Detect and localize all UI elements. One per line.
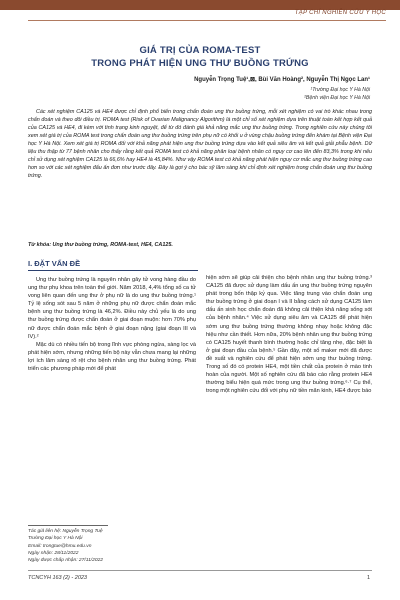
section-heading: I. ĐẶT VẤN ĐỀ (28, 259, 81, 268)
header-divider (28, 20, 386, 21)
page-number: 1 (366, 575, 370, 581)
paragraph: Mặc dù có nhiều tiến bộ trong lĩnh vực phòng ngừa, sàng lọc và phát hiện sớm, nhưng những tiến bộ này vẫn chưa mang lại những lợi ích lâm sàng rõ rệt cho bệnh nhân ung thư buồng trứng. Phát triển các phương pháp mới để phát (28, 341, 196, 373)
author-list: Nguyễn Trọng Tuệ¹,⊠, Bùi Văn Hoàng², Nguyễn Thị Ngọc Lan¹ (194, 77, 370, 83)
affiliation-2: ²Bệnh viện Đại học Y Hà Nội (304, 95, 370, 101)
keywords: Từ khóa: Ung thư buồng trứng, ROMA-test, HE4, CA125. (28, 242, 173, 248)
abstract: Các xét nghiệm CA125 và HE4 được chỉ định phổ biến trong chẩn đoán ung thư buồng trứng, mỗi xét nghiệm có vai trò khác nhau trong chẩn đoán và theo dõi điều trị. ROMA test (Risk of Ovarian Malignancy Algorithm) là một chỉ số xét nghiệm dựa trên thuật toán kết hợp kết quả của CA125 và HE4, đi kèm với tình trạng kinh nguyệt, để từ đó đánh giá khả năng mắc ung thư buồng trứng. Trong nghiên cứu này chúng tôi xem xét giá trị của ROMA test trong chẩn đoán ung thư buồng trứng trên phụ nữ có khối u ở vùng chậu buồng trứng đến khám tại Bệnh viện Đại học Y Hà Nội. Xem xét giá trị ROMA đối với khả năng phát hiện ung thư buồng trứng dựa vào kết quả siêu âm và kết quả giải phẫu bệnh. Dữ liệu thu thập từ 77 bệnh nhân cho thấy rằng kết quả ROMA test có khả năng phân loại bệnh nhân có nguy cơ cao lên đến 83,3% trong khi nếu chỉ sử dụng xét nghiệm CA125 là 66,6% hay HE4 là 45,84%. Như vậy ROMA test có khả năng phát hiện nguy cơ mắc ung thư buồng trứng cao hơn so với các xét nghiệm đấu ấn đơn như trước đây. Đây là gợi ý cho bác sỹ lâm sàng khi chỉ định xét nghiệm trong chẩn đoán ung thư buồng trứng. (28, 109, 372, 180)
corresponding-author: Tác giả liên hệ: Nguyễn Trọng Tuệ (28, 529, 103, 534)
corresponding-email: Email: trongtue@hmu.edu.vn (28, 543, 92, 549)
title-line-2: TRONG PHÁT HIỆN UNG THƯ BUỒNG TRỨNG (91, 58, 309, 69)
article-title (28, 44, 372, 70)
correspondence-block (28, 528, 103, 564)
correspondence-divider (28, 525, 108, 526)
body-column-right (206, 274, 372, 395)
paragraph: hiện sớm sẽ giúp cải thiện cho bệnh nhân ung thư buồng trứng.³ CA125 đã được sử dụng làm dấu ấn ung thư buồng trứng nguyên phát trong bốn thập kỷ qua. Việc tăng trung vào chẩn đoán ung thư buồng trứng ở giai đoạn I và II bằng cách sử dụng CA125 làm dấu ấn sinh học chẩn đoán đã không cải thiện khả năng sống sót của bệnh nhân.⁴ Việc sử dụng siêu âm và CA125 để phát hiện sớm ung thư buồng trứng thường không nhạy hoặc không đặc hiệu như cần thiết. Hơn nữa, 20% bệnh nhân ung thư buồng trứng có CA125 huyết thanh bình thường hoặc chỉ tăng nhẹ, đặc biệt là ở giai đoạn đầu của bệnh.⁵ Gần đây, một số maker mới đã được đề xuất và nghiên cứu để phát hiện sớm ung thư buồng trứng. Trong số đó có protein HE4, một tiền chất của protein ở mào tinh hoàn của người. Một số nghiên cứu đã báo cáo rằng protein HE4 thường biểu hiện quá mức trong ung thư buồng trứng.⁶·⁷ Cụ thể, trong một nghiên cứu đối với phụ nữ tiền mãn kinh, HE4 được báo (206, 275, 372, 395)
received-date: Ngày nhận: 28/11/2022 (28, 550, 79, 556)
header-bar (0, 0, 400, 10)
paragraph: Ung thư buồng trứng là nguyên nhân gây tử vong hàng đầu do ung thư phụ khoa trên toàn thế giới. Năm 2018, 4,4% tổng số ca tử vong liên quan đến ung thư ở phụ nữ là do ung thư buồng trứng.¹ Tỷ lệ sống sót sau 5 năm ở những phụ nữ được chẩn đoán mắc bệnh ung thư buồng trứng là 46,2%. Điều này chủ yếu là do ung thư buồng trứng được chẩn đoán ở giai đoạn muộn: hơn 70% phụ nữ được chẩn đoán mắc bệnh ở giai đoạn nặng (giai đoạn III và IV).² (28, 277, 196, 340)
body-column-left (28, 276, 196, 373)
corresponding-institution: Trường Đại học Y Hà Nội (28, 536, 83, 542)
section-divider (28, 270, 198, 271)
footer-divider (28, 570, 372, 571)
title-line-1: GIÁ TRỊ CỦA ROMA-TEST (139, 45, 261, 56)
journal-section-label: TẠP CHÍ NGHIÊN CỨU Y HỌC (294, 10, 386, 16)
accepted-date: Ngày được chấp nhận: 27/11/2022 (28, 558, 104, 564)
journal-citation: TCNCYH 163 (2) - 2023 (28, 575, 87, 581)
affiliation-1: ¹Trường Đại học Y Hà Nội (310, 87, 370, 93)
